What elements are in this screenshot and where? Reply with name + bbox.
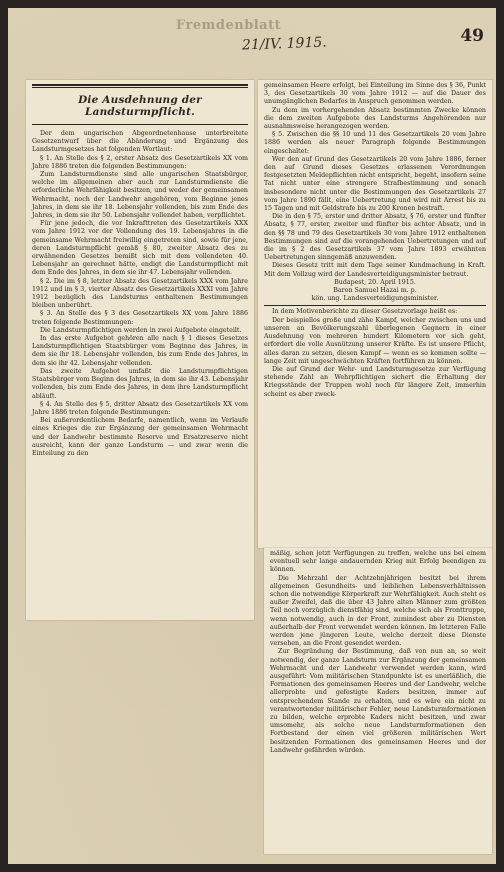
headline-rule-bottom (32, 124, 248, 126)
clipping-right-bottom-column (264, 548, 492, 854)
paragraph: Die Mehrzahl der Achtzehnjährigen besitzt bei ihrem allgemeinen Gesundheits- und leiblichen Lebensverhältnissen schon die notwendige Körperkraft zur Wehrfähigkeit. Auch steht es außer Zweifel, daß die über 43 Jahre alten Männer zum größten Teil noch vorzüglich dienstfähig sind, welche sich als Fronttruppe, wenn notwendig, auch in der Front, zumindest aber zu Diensten außerhalb der Front verwendet werden können. Im letzteren Falle werden jene jüngeren Leute, welche derzeit diese Dienste versehen, an die Front gesendet werden. (270, 574, 486, 648)
paragraph: gemeinsamen Heere erfolgt, bei Einteilung im Sinne des § 36, Punkt 3, des Gesetzartikels 30 vom Jahre 1912 — auf die Dauer des unumgänglichen Bedarfes in Anspruch genommen werden. (264, 82, 486, 106)
headline-rule (32, 84, 248, 88)
paragraph: Die auf Grund der Wehr- und Landsturmgesetze zur Verfügung stehende Zahl an Wehrpflichtigen sichert die Erhaltung der Kriegsstände der Truppen wohl noch für längere Zeit, immerhin scheint es aber zweck- (264, 365, 486, 398)
signature-title: kön. ung. Landesverteidigungsminister. (311, 295, 439, 303)
newspaper-name-stamp: Fremdenblatt (176, 18, 282, 33)
paragraph: Wer den auf Grund des Gesetzartikels 20 vom Jahre 1886, ferner den auf Grund dieses Gesetzes erlassenen Verordnungen festgesetzten Meldepflichten nicht entspricht, begeht, insofern seine Tat nicht unter eine strengere Strafbestimmung und sonach insbesondere nicht unter die Bestimmungen des Gesetzartikels 27 vom Jahre 1890 fällt, eine Uebertretung und wird mit Arrest bis zu 15 Tagen und mit Geldstrafe bis zu 200 Kronen bestraft. (264, 155, 486, 213)
paragraph: § 2. Die im § 8, letzter Absatz des Gesetzartikels XXX vom Jahre 1912 und im § 3, vierter Absatz des Gesetzartikels XXXI vom Jahre 1912 bezüglich des Landsturms enthaltenen Bestimmungen bleiben unberührt. (32, 277, 248, 310)
page-number: 49 (460, 26, 484, 46)
clipping-left-column (26, 80, 254, 620)
paragraph: Der dem ungarischen Abgeordnetenhause unterbreitete Gesetzentwurf über die Abänderung und Ergänzung des Landsturmgesetzes hat folgenden Wortlaut: (32, 130, 248, 154)
paragraph: Zu dem im vorhergehenden Absatz bestimmten Zwecke können die dem zweiten Aufgebote des Landsturms Angehörenden nur ausnahmsweise herangezogen werden. (264, 106, 486, 131)
paragraph: mäßig, schon jetzt Verfügungen zu treffen, welche uns bei einem eventuell sehr lange andauernden Krieg mit Erfolg beendigen zu können. (270, 550, 486, 574)
signature-name: Baron Samuel Hazai m. p. (333, 287, 417, 295)
paragraph: Bei außerordentlichem Bedarfe, namentlich, wenn im Verlaufe eines Krieges die zur Ergänzung der gemeinsamen Wehrmacht und der Landwehr bestimmte Reserve und Ersatzreserve nicht ausreicht, kann der ganze Landsturm — und zwar wenn die Einteilung zu den (32, 417, 248, 457)
paragraph: § 4. An Stelle des § 5, dritter Absatz des Gesetzartikels XX vom Jahre 1886 treten folgende Bestimmungen: (32, 400, 248, 416)
paragraph: § 1. An Stelle des § 2, erster Absatz des Gesetzartikels XX vom Jahre 1886 treten die folgenden Bestimmungen: (32, 154, 248, 170)
paragraph: Zum Landsturmdienste sind alle ungarischen Staatsbürger, welche im allgemeinen aber auch zur Landsturmdienste die erforderliche Wehrfähigkeit besitzen, und weder der gemeinsamen Wehrmacht, noch der Landwehr angehören, vom Beginne jenes Jahres, in dem sie ihr 18. Lebensjahr vollenden, bis zum Ende des Jahres, in dem sie ihr 50. Lebensjahr vollendet haben, verpflichtet. (32, 171, 248, 220)
paragraph: In das erste Aufgebot gehören alle nach § 1 dieses Gesetzes Landsturmpflichtigen Staatsbürger vom Beginne des Jahres, in dem sie ihr 18. Lebensjahr vollenden, bis zum Ende des Jahres, in dem sie ihr 42. Lebensjahr vollenden. (32, 335, 248, 367)
paragraph: Das zweite Aufgebot umfaßt die Landsturmpflichtigen Staatsbürger vom Beginn des Jahres, in dem sie ihr 43. Lebensjahr vollenden, bis zum Ende des Jahres, in dem ihre Landsturmpflicht abläuft. (32, 367, 248, 400)
dateline: Budapest, 20. April 1915. (334, 278, 416, 286)
paragraph: Dieses Gesetz tritt mit dem Tage seiner Kundmachung in Kraft. Mit dem Vollzug wird der Landesverteidigungsminister betraut. (264, 262, 486, 278)
paragraph: § 3. An Stelle des § 3 des Gesetzartikels XX vom Jahre 1886 treten folgende Bestimmungen: (32, 310, 248, 326)
paragraph: In dem Motivenberichte zu dieser Gesetzvorlage heißt es: (272, 308, 458, 316)
article-headline: Die Ausdehnung der Landsturmpflicht. (78, 94, 202, 118)
paragraph: Die Landsturmpflichtigen werden in zwei Aufgebote eingeteilt. (40, 326, 242, 334)
clipping-right-top-column (258, 80, 492, 548)
right-bottom-column-text (264, 548, 492, 755)
paragraph: Zur Begründung der Bestimmung, daß von nun an, so weit notwendig, der ganze Landsturm zur Ergänzung der gemeinsamen Wehrmacht und der Landwehr verwendet werden kann, wird ausgeführt: Vom militärischen Standpunkte ist es unerläßlich, die Formationen des gemeinsamen Heeres und der Landwehr, welche allerprobte und gefestigte Kaders besitzen, immer auf entsprechendem Stande zu erhalten, und es wäre ein nicht zu verantwortender militärischer Fehler, neue Landsturmformationen zu bilden, welche erprobte Kaders nicht besitzen, und zwar umsomehr, als solche neue Landsturmformationen den Fortbestand der einen viel größeren militärischen Wert besitzenden Formationen des gemeinsamen Heeres und der Landwehr gefährden würden. (270, 648, 486, 754)
handwritten-date: 21/IV. 1915. (241, 34, 327, 54)
paragraph: Für jene jedoch, die vor Inkrafttreten des Gesetzartikels XXX vom Jahre 1912 vor der Vollendung des 19. Lebensjahres in die gemeinsame Wehrmacht freiwillig eingetreten sind, sowie für jene, deren Landsturmpflicht gemäß § 80, zweiter Absatz des zu erwähnenden Gesetzes bemißt sich mit dem vollendeten 40. Lebensjahr an gerechnet hätte, endigt die Landsturmpflicht mit dem Ende des Jahres, in dem sie ihr 47. Lebensjahr vollenden. (32, 220, 248, 277)
paragraph: Der beispiellos große und zähe Kampf, welcher zwischen uns und unseren an Bevölkerungszahl überlegenen Gegnern in einer Ausdehnung von mehreren hundert Kilometern vor sich geht, erfordert die volle Ausnützung unserer Kräfte. Es ist unsere Pflicht, alles daran zu setzen, diesen Kampf — wenn es so kommen sollte — lange Zeit mit ungeschwächten Kräften fortführen zu können. (264, 316, 486, 365)
right-top-column-text (258, 80, 492, 399)
section-divider (264, 305, 486, 306)
paragraph: § 5. Zwischen die §§ 10 und 11 des Gesetzartikels 20 vom Jahre 1886 werden als neuer Paragraph folgende Bestimmungen eingeschaltet: (264, 131, 486, 155)
paragraph: Die in den § 75, erster und dritter Absatz, § 76, erster und fünfter Absatz, § 77, erster, zweiter und fünfter bis achter Absatz, und in den §§ 78 und 79 des Gesetzartikels 30 vom Jahre 1912 enthaltenen Bestimmungen sind auf die vorangehenden Uebertretungen und auf die im § 2 des Gesetzartikels 37 vom Jahre 1893 erwähnten Uebertretungen sinngemäß anzuwenden. (264, 213, 486, 262)
left-column-text (26, 128, 254, 458)
